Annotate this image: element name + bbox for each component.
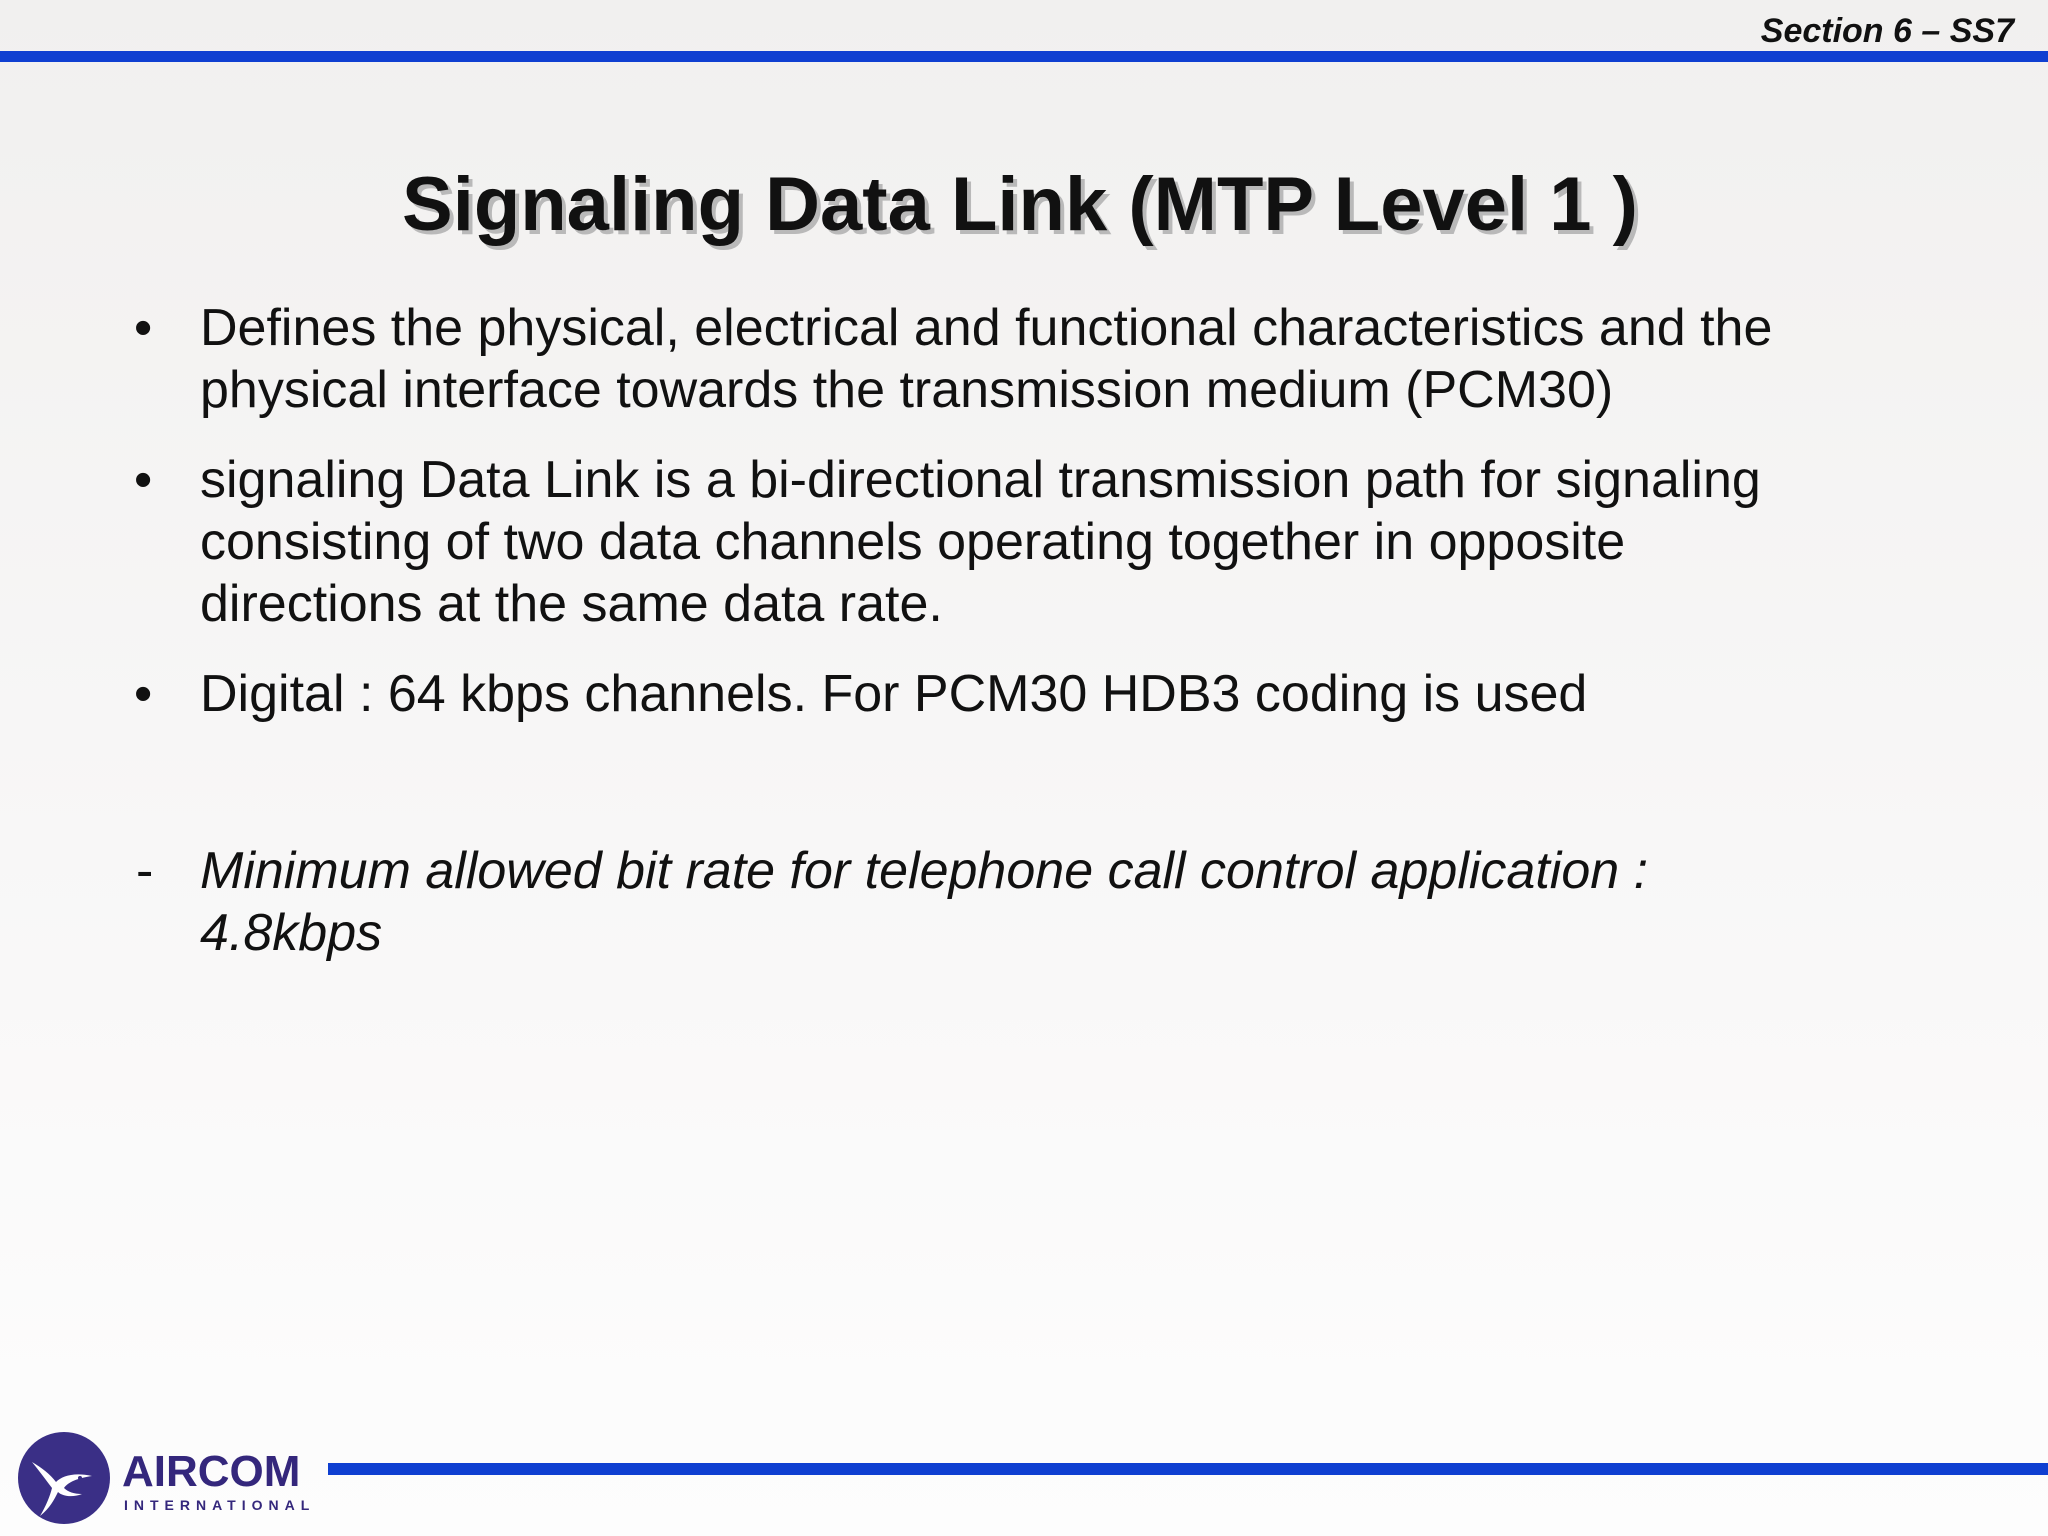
bullet-line: Defines the physical, electrical and functional characteristics and the [200, 299, 1773, 357]
bullet-line: Digital : 64 kbps channels. For PCM30 HDB3 coding is used [200, 665, 1588, 723]
bullet-marker: • [134, 665, 153, 723]
note-minimum-bit-rate [132, 840, 1932, 964]
bullet-item-digital-channels [132, 663, 1932, 725]
aircom-logo [18, 1428, 318, 1528]
note-line: Minimum allowed bit rate for telephone call control application : [200, 842, 1649, 900]
top-divider-rule [0, 51, 2048, 62]
section-label: Section 6 – SS7 [1760, 12, 2014, 50]
bullet-marker: • [134, 299, 153, 357]
bullet-line: directions at the same data rate. [200, 575, 943, 633]
bullet-item-physical-layer [132, 297, 1932, 421]
logo-wordmark: AIRCOM [122, 1447, 301, 1496]
dash-marker: - [136, 842, 154, 900]
bullet-list [132, 297, 1932, 753]
bullet-line: consisting of two data channels operating together in opposite [200, 513, 1626, 571]
bullet-line: signaling Data Link is a bi-directional transmission path for signaling [200, 451, 1761, 509]
bottom-divider-rule [328, 1463, 2048, 1475]
bullet-item-data-link-definition [132, 449, 1932, 635]
bullet-marker: • [134, 451, 153, 509]
bullet-line: physical interface towards the transmission medium (PCM30) [200, 361, 1614, 419]
logo-subtitle: INTERNATIONAL [124, 1497, 316, 1513]
slide-title: Signaling Data Link (MTP Level 1 ) [402, 162, 1638, 247]
bird-in-circle-logo-icon [18, 1432, 110, 1524]
note-line: 4.8kbps [200, 904, 383, 962]
